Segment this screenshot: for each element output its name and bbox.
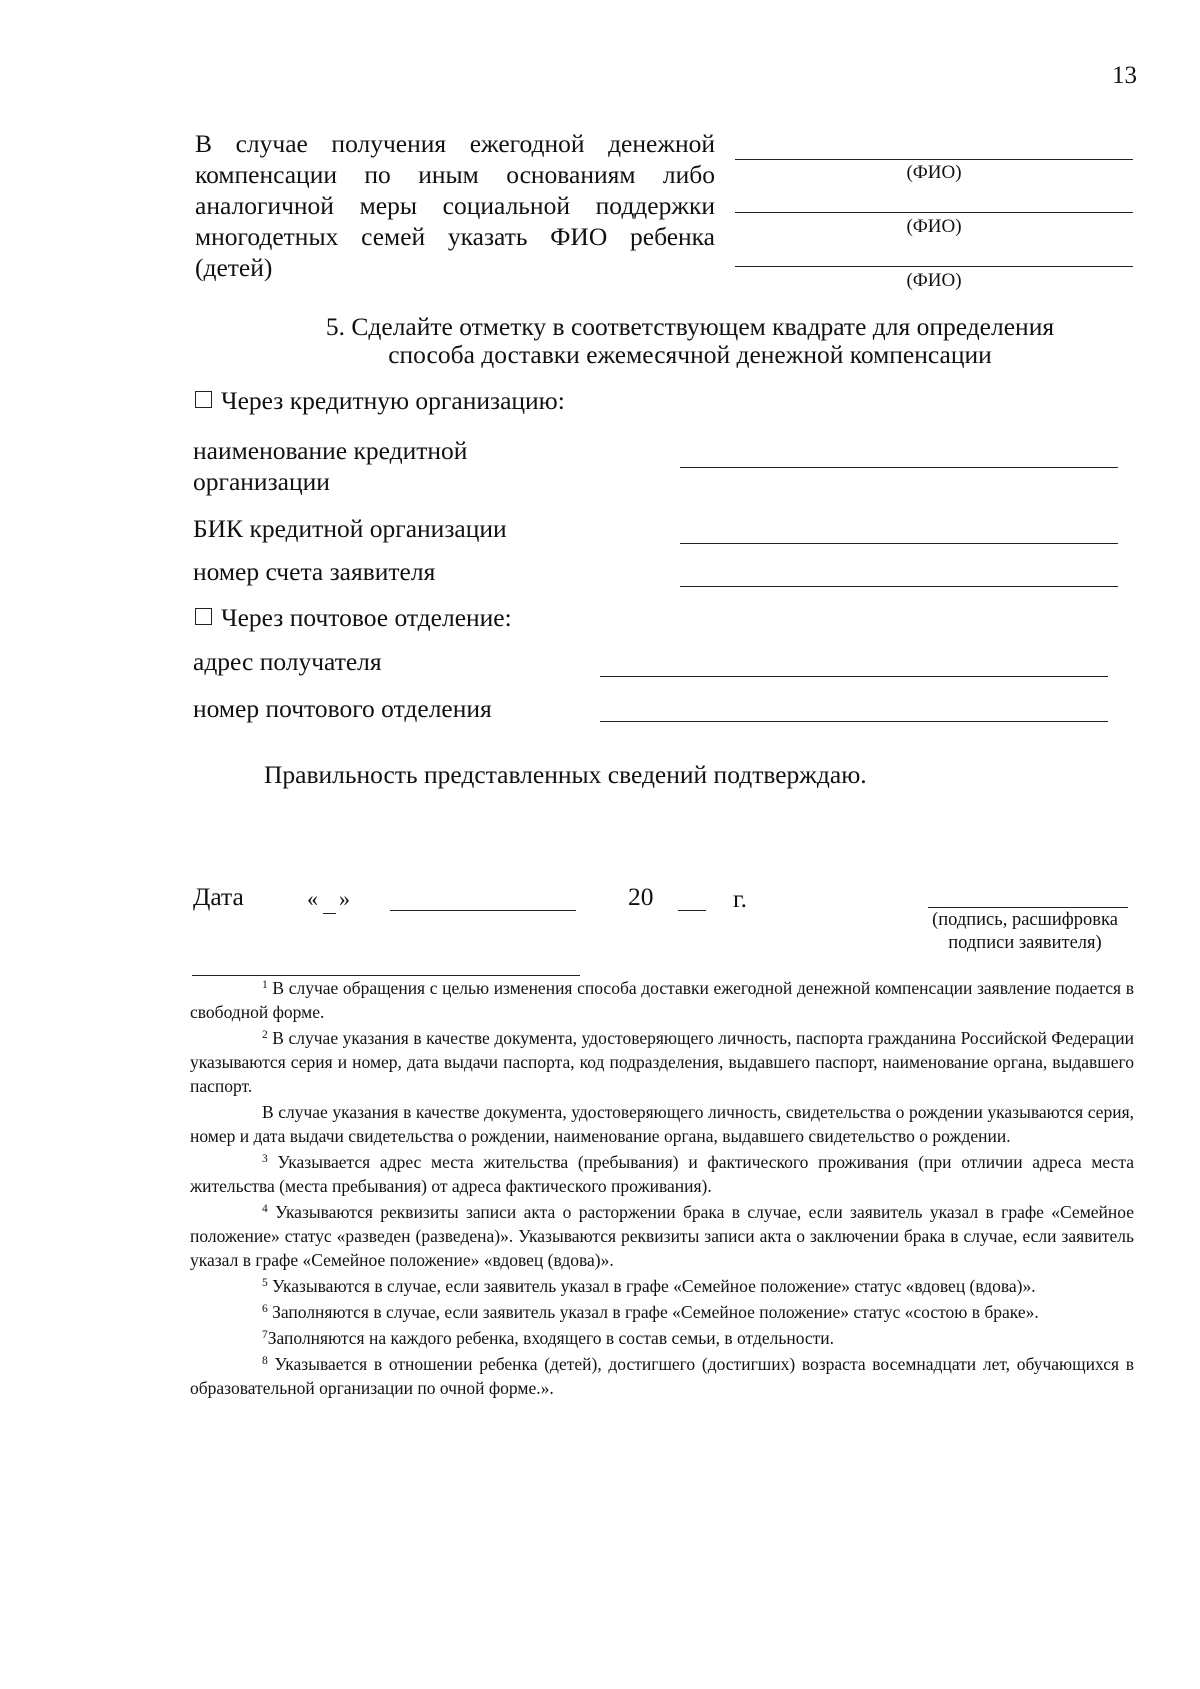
footnote-2-text: В случае указания в качестве документа, удостоверяющего личность, паспорта гражданина Российской Федерации указываются серия и номер, дата выдачи паспорта, код подразделения, выдавшего паспорт, наименование органа, выдавшего паспорт.	[190, 1028, 1135, 1096]
option-post-label: Через почтовое отделение:	[221, 603, 512, 632]
option-bank-label: Через кредитную организацию:	[221, 386, 565, 415]
fio-caption-1: (ФИО)	[906, 162, 962, 183]
fio-caption-2: (ФИО)	[906, 216, 962, 237]
footnote-6-marker: 6	[262, 1303, 268, 1315]
bank-name-label-line-2: организации	[193, 467, 330, 496]
footnote-6	[190, 1300, 1134, 1324]
signature-caption-line-2: подписи заявителя)	[948, 933, 1102, 953]
children-fio-instruction: В случае получения ежегодной денежной компенсации по иным основаниям либо аналогичной меры социальной поддержки многодетных семей указать ФИО ребенка (детей)	[195, 129, 715, 282]
footnote-1-marker: 1	[262, 979, 268, 991]
post-office-label: номер почтового отделения	[193, 694, 492, 723]
footnote-7	[190, 1326, 1134, 1350]
footnote-3	[190, 1150, 1134, 1198]
footnote-8	[190, 1352, 1134, 1400]
bik-field[interactable]	[680, 543, 1118, 544]
bank-name-label-line-1: наименование кредитной	[193, 436, 468, 465]
account-field[interactable]	[680, 586, 1118, 587]
bank-name-label	[193, 435, 467, 497]
child-fio-line-3[interactable]	[735, 266, 1133, 267]
confirmation-text: Правильность представленных сведений подтверждаю.	[264, 760, 867, 789]
fio-caption-3: (ФИО)	[906, 270, 962, 291]
footnote-5-text: Указываются в случае, если заявитель указал в графе «Семейное положение» статус «вдовец (вдова)».	[272, 1276, 1036, 1296]
footnote-8-text: Указывается в отношении ребенка (детей), достигшего (достигших) возраста восемнадцати лет, обучающихся в образовательной организации по очной форме.».	[190, 1354, 1134, 1398]
bank-name-field[interactable]	[680, 467, 1118, 468]
section-5-heading-line-2: способа доставки ежемесячной денежной компенсации	[388, 340, 992, 369]
footnotes	[190, 976, 1134, 1402]
day-close-quote: »	[339, 886, 350, 911]
footnote-6-text: Заполняются в случае, если заявитель указал в графе «Семейное положение» статус «состою в браке».	[272, 1302, 1039, 1322]
bik-label: БИК кредитной организации	[193, 514, 507, 543]
footnote-7-text: Заполняются на каждого ребенка, входящего в состав семьи, в отдельности.	[267, 1328, 835, 1348]
post-office-field[interactable]	[600, 721, 1108, 722]
footnote-4-text: Указываются реквизиты записи акта о расторжении брака в случае, если заявитель указал в графе «Семейное положение» статус «разведен (разведена)». Указываются реквизиты записи акта о заключении брака в случае, если заявитель указал в графе «Семейное положение» «вдовец (вдова)».	[190, 1202, 1134, 1270]
address-label: адрес получателя	[193, 647, 382, 676]
section-5-heading	[260, 313, 1120, 369]
day-open-quote: «	[307, 886, 318, 911]
footnote-2-marker: 2	[262, 1029, 268, 1041]
year-field[interactable]	[678, 910, 706, 911]
footnote-4-marker: 4	[262, 1203, 268, 1215]
page-number: 13	[1112, 62, 1137, 89]
footnote-2	[190, 1026, 1134, 1098]
footnote-2b-text: В случае указания в качестве документа, удостоверяющего личность, свидетельства о рождении указываются серия, номер и дата выдачи свидетельства о рождении, наименование органа, выдавшего свидетельство о рождении.	[190, 1102, 1134, 1146]
footnote-8-marker: 8	[262, 1355, 268, 1367]
footnote-5-marker: 5	[262, 1277, 268, 1289]
child-fio-line-1[interactable]	[735, 159, 1133, 160]
signature-caption-line-1: (подпись, расшифровка	[932, 910, 1118, 930]
month-field[interactable]	[390, 910, 576, 911]
year-suffix: г.	[733, 884, 747, 913]
footnote-1	[190, 976, 1134, 1024]
footnote-5	[190, 1274, 1134, 1298]
account-label: номер счета заявителя	[193, 557, 436, 586]
footnote-3-marker: 3	[262, 1153, 268, 1165]
bank-checkbox[interactable]	[195, 391, 212, 408]
footnote-7-marker: 7	[262, 1329, 268, 1341]
footnote-4	[190, 1200, 1134, 1272]
year-prefix: 20	[628, 882, 654, 911]
signature-field[interactable]	[928, 907, 1128, 908]
address-field[interactable]	[600, 676, 1108, 677]
day-field[interactable]	[323, 913, 336, 914]
footnote-3-text: Указывается адрес места жительства (пребывания) и фактического проживания (при отличии адреса места жительства (места пребывания) от адреса фактического проживания).	[190, 1152, 1135, 1196]
footnote-1-text: В случае обращения с целью изменения способа доставки ежегодной денежной компенсации заявление подается в свободной форме.	[190, 978, 1135, 1022]
signature-caption	[915, 909, 1135, 955]
post-checkbox[interactable]	[195, 608, 212, 625]
footnote-2-continued	[190, 1100, 1134, 1148]
section-5-heading-line-1: 5. Сделайте отметку в соответствующем квадрате для определения	[325, 312, 1055, 341]
option-bank[interactable]	[195, 386, 565, 416]
child-fio-line-2[interactable]	[735, 212, 1133, 213]
option-post[interactable]	[195, 603, 512, 633]
date-label: Дата	[193, 882, 244, 911]
